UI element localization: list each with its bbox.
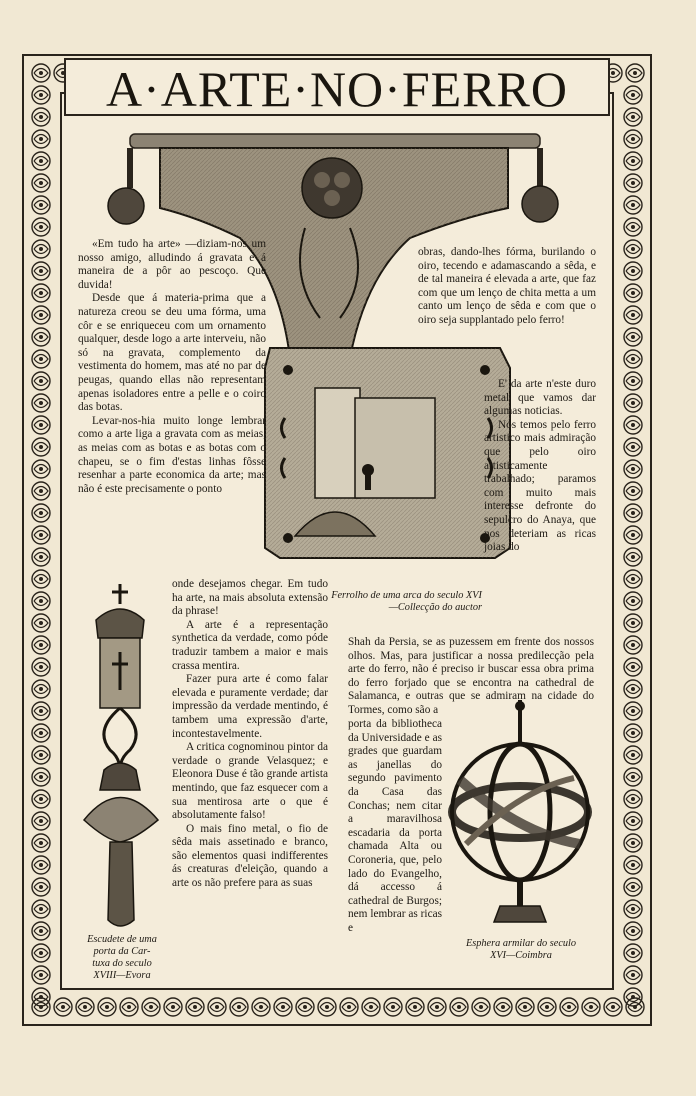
text-column-left-bottom	[172, 578, 328, 891]
border-ornament	[624, 504, 642, 522]
paragraph: A arte é a representação synthetica da verdade, como póde traduzir tambem a maior e mais crassa mentira.	[172, 618, 328, 672]
border-ornament	[624, 680, 642, 698]
border-ornament	[32, 548, 50, 566]
border-ornament	[624, 966, 642, 984]
border-ornament	[32, 460, 50, 478]
border-ornament	[208, 998, 226, 1016]
border-ornament	[32, 570, 50, 588]
paragraph: Levar-nos-hia muito longe lembrar como a arte liga a gravata com as meias, as meias com as botas e as botas com o chapeu, se o fim d'estas linhas fôsse resenhar a parte economica da arte; mas não é este precisamente o ponto	[78, 414, 266, 495]
border-ornament	[624, 284, 642, 302]
esphera-armilar-illustration	[446, 694, 594, 934]
title-banner	[64, 58, 610, 116]
border-ornament	[384, 998, 402, 1016]
border-ornament	[274, 998, 292, 1016]
border-ornament	[582, 998, 600, 1016]
border-ornament	[32, 438, 50, 456]
border-ornament	[32, 834, 50, 852]
border-ornament	[624, 174, 642, 192]
esphera-caption: Esphera armilar do seculo XVI—Coimbra	[465, 938, 577, 961]
paragraph: Shah da Persia, se as puzessem em frente dos nossos olhos. Mas, para justificar a nossa predilecção pela arte do ferro, não é preciso ir buscar essa obra prima do ferro forjado que se encontra na cathedral de Salamanca, e outras que se admiram na cidade do Tormes, como são a	[348, 636, 594, 716]
paragraph: O mais fino metal, o fio de sêda mais assetinado e branco, são elementos quasi indifferentes ás creaturas d'eleição, quando a arte os não prefere para as suas	[172, 822, 328, 890]
border-ornament	[340, 998, 358, 1016]
escudete-illustration	[74, 580, 168, 936]
paragraph: E' da arte n'este duro metal que vamos dar algumas noticias.	[484, 378, 596, 418]
text-column-right-narrow	[484, 378, 596, 555]
border-ornament	[32, 702, 50, 720]
border-ornament	[560, 998, 578, 1016]
border-ornament	[624, 328, 642, 346]
paragraph: A critica cognominou pintor da verdade o grande Velasquez; e Eleonora Duse é tão grande artista mentindo, que faz esquecer com a sua mentirosa arte o que é absolutamente falso!	[172, 741, 328, 822]
border-ornament	[624, 196, 642, 214]
border-ornament	[624, 812, 642, 830]
border-ornament	[626, 64, 644, 82]
border-ornament	[624, 152, 642, 170]
border-ornament	[32, 130, 50, 148]
border-ornament	[624, 614, 642, 632]
border-ornament	[230, 998, 248, 1016]
border-ornament	[32, 724, 50, 742]
border-ornament	[624, 86, 642, 104]
ferrolho-caption: Ferrolho de uma arca do seculo XVI —Collecção do auctor	[331, 590, 482, 613]
border-ornament	[472, 998, 490, 1016]
border-ornament	[624, 658, 642, 676]
border-ornament	[624, 592, 642, 610]
paragraph: «Em tudo ha arte» —diziam-nos um nosso amigo, alludindo á gravata e á maneira de a pôr ao pescoço. Que duvida!	[78, 238, 266, 291]
border-ornament	[32, 878, 50, 896]
border-ornament	[32, 746, 50, 764]
border-ornament	[32, 922, 50, 940]
text-column-left-top	[78, 238, 266, 496]
border-ornament	[32, 504, 50, 522]
border-ornament	[32, 900, 50, 918]
border-ornament	[450, 998, 468, 1016]
border-ornament	[624, 900, 642, 918]
border-ornament	[32, 482, 50, 500]
border-ornament	[32, 526, 50, 544]
border-ornament	[624, 944, 642, 962]
border-ornament	[624, 262, 642, 280]
border-ornament	[32, 196, 50, 214]
border-ornament	[32, 680, 50, 698]
border-ornament	[624, 636, 642, 654]
border-ornament	[624, 108, 642, 126]
border-ornament	[624, 878, 642, 896]
border-ornament	[32, 218, 50, 236]
page-title: A·ARTE·NO·FERRO	[106, 61, 568, 117]
border-ornament	[516, 998, 534, 1016]
border-ornament	[494, 998, 512, 1016]
border-ornament	[32, 350, 50, 368]
border-ornament	[538, 998, 556, 1016]
border-ornament	[624, 724, 642, 742]
border-ornament	[32, 306, 50, 324]
text-column-right-bottom	[348, 718, 442, 936]
border-ornament	[32, 812, 50, 830]
border-ornament	[186, 998, 204, 1016]
border-ornament	[32, 174, 50, 192]
border-ornament	[624, 746, 642, 764]
border-ornament	[624, 394, 642, 412]
border-ornament	[32, 328, 50, 346]
border-ornament	[624, 856, 642, 874]
border-ornament	[624, 416, 642, 434]
paragraph: Nós temos pelo ferro artistico mais admiração que pelo oiro artisticamente trabalhado; paramos com muito mais interesse defronte do sepulcro do Anaya, que nos deteriam as ricas joias do	[484, 418, 596, 554]
border-ornament	[32, 636, 50, 654]
border-ornament	[32, 592, 50, 610]
text-column-right-top	[418, 246, 596, 328]
border-ornament	[624, 526, 642, 544]
border-ornament	[624, 482, 642, 500]
paragraph: Fazer pura arte é como falar elevada e puramente verdade; dar impressão da verdade mentindo, é tambem uma expressão d'arte, incontestavelmente.	[172, 673, 328, 740]
border-ornament	[624, 372, 642, 390]
border-ornament	[252, 998, 270, 1016]
border-ornament	[318, 998, 336, 1016]
border-ornament	[32, 152, 50, 170]
border-ornament	[624, 834, 642, 852]
border-ornament	[32, 658, 50, 676]
border-ornament	[120, 998, 138, 1016]
border-ornament	[624, 768, 642, 786]
border-ornament	[296, 998, 314, 1016]
border-ornament	[32, 86, 50, 104]
border-ornament	[164, 998, 182, 1016]
border-ornament	[362, 998, 380, 1016]
border-ornament	[32, 262, 50, 280]
border-ornament	[624, 790, 642, 808]
border-ornament	[624, 922, 642, 940]
border-ornament	[32, 416, 50, 434]
border-ornament	[32, 372, 50, 390]
escudete-caption: Escudete de uma porta da Car- tuxa do seculo XVIII—Evora	[87, 934, 157, 981]
border-ornament	[142, 998, 160, 1016]
border-ornament	[624, 306, 642, 324]
border-ornament	[76, 998, 94, 1016]
border-ornament	[98, 998, 116, 1016]
border-ornament	[32, 64, 50, 82]
paragraph: porta da bibliotheca da Universidade e as grades que guardam as janellas do segundo pavimento da Casa das Conchas; nem citar a maravilhosa escadaria da porta chamada Alta ou Coroneria, que, pelo lado do Evangelho, dá accesso á cathedral de Burgos; nem lembrar as ricas e	[348, 718, 442, 934]
border-ornament	[624, 130, 642, 148]
border-ornament	[32, 998, 50, 1016]
border-ornament	[32, 768, 50, 786]
border-ornament	[32, 856, 50, 874]
border-ornament	[624, 548, 642, 566]
border-ornament	[624, 438, 642, 456]
border-ornament	[624, 460, 642, 478]
border-ornament	[624, 570, 642, 588]
border-ornament	[406, 998, 424, 1016]
border-ornament	[32, 240, 50, 258]
border-ornament	[32, 108, 50, 126]
border-ornament	[54, 998, 72, 1016]
paragraph: Desde que á materia-prima que a natureza creou se deu uma fórma, uma côr e se enriqueceu com um ornamento qualquer, desde logo a arte interveiu, não só na gravata, complemento da vestimenta do homem, mas até no par de peugas, quando ellas não representam apenas isoladores entre a pelle e o coiro das botas.	[78, 292, 266, 414]
paragraph: obras, dando-lhes fórma, burilando o oiro, tecendo e adamascando a sêda, e de tal maneira é elevada a arte, que faz com que um lenço de chita metta a um canto um lenço de sêda e com que o oiro seja supplantado pelo ferro!	[418, 246, 596, 326]
text-column-right-wide	[348, 636, 594, 718]
border-ornament	[428, 998, 446, 1016]
border-ornament	[624, 240, 642, 258]
border-ornament	[32, 614, 50, 632]
border-ornament	[32, 394, 50, 412]
border-ornament	[624, 702, 642, 720]
paragraph: onde desejamos chegar. Em tudo ha arte, na mais absoluta extensão da phrase!	[172, 578, 328, 618]
border-ornament	[32, 988, 50, 1006]
border-ornament	[624, 350, 642, 368]
border-ornament	[32, 284, 50, 302]
border-ornament	[604, 998, 622, 1016]
border-ornament	[624, 218, 642, 236]
border-ornament	[32, 790, 50, 808]
border-ornament	[32, 944, 50, 962]
border-ornament	[32, 966, 50, 984]
